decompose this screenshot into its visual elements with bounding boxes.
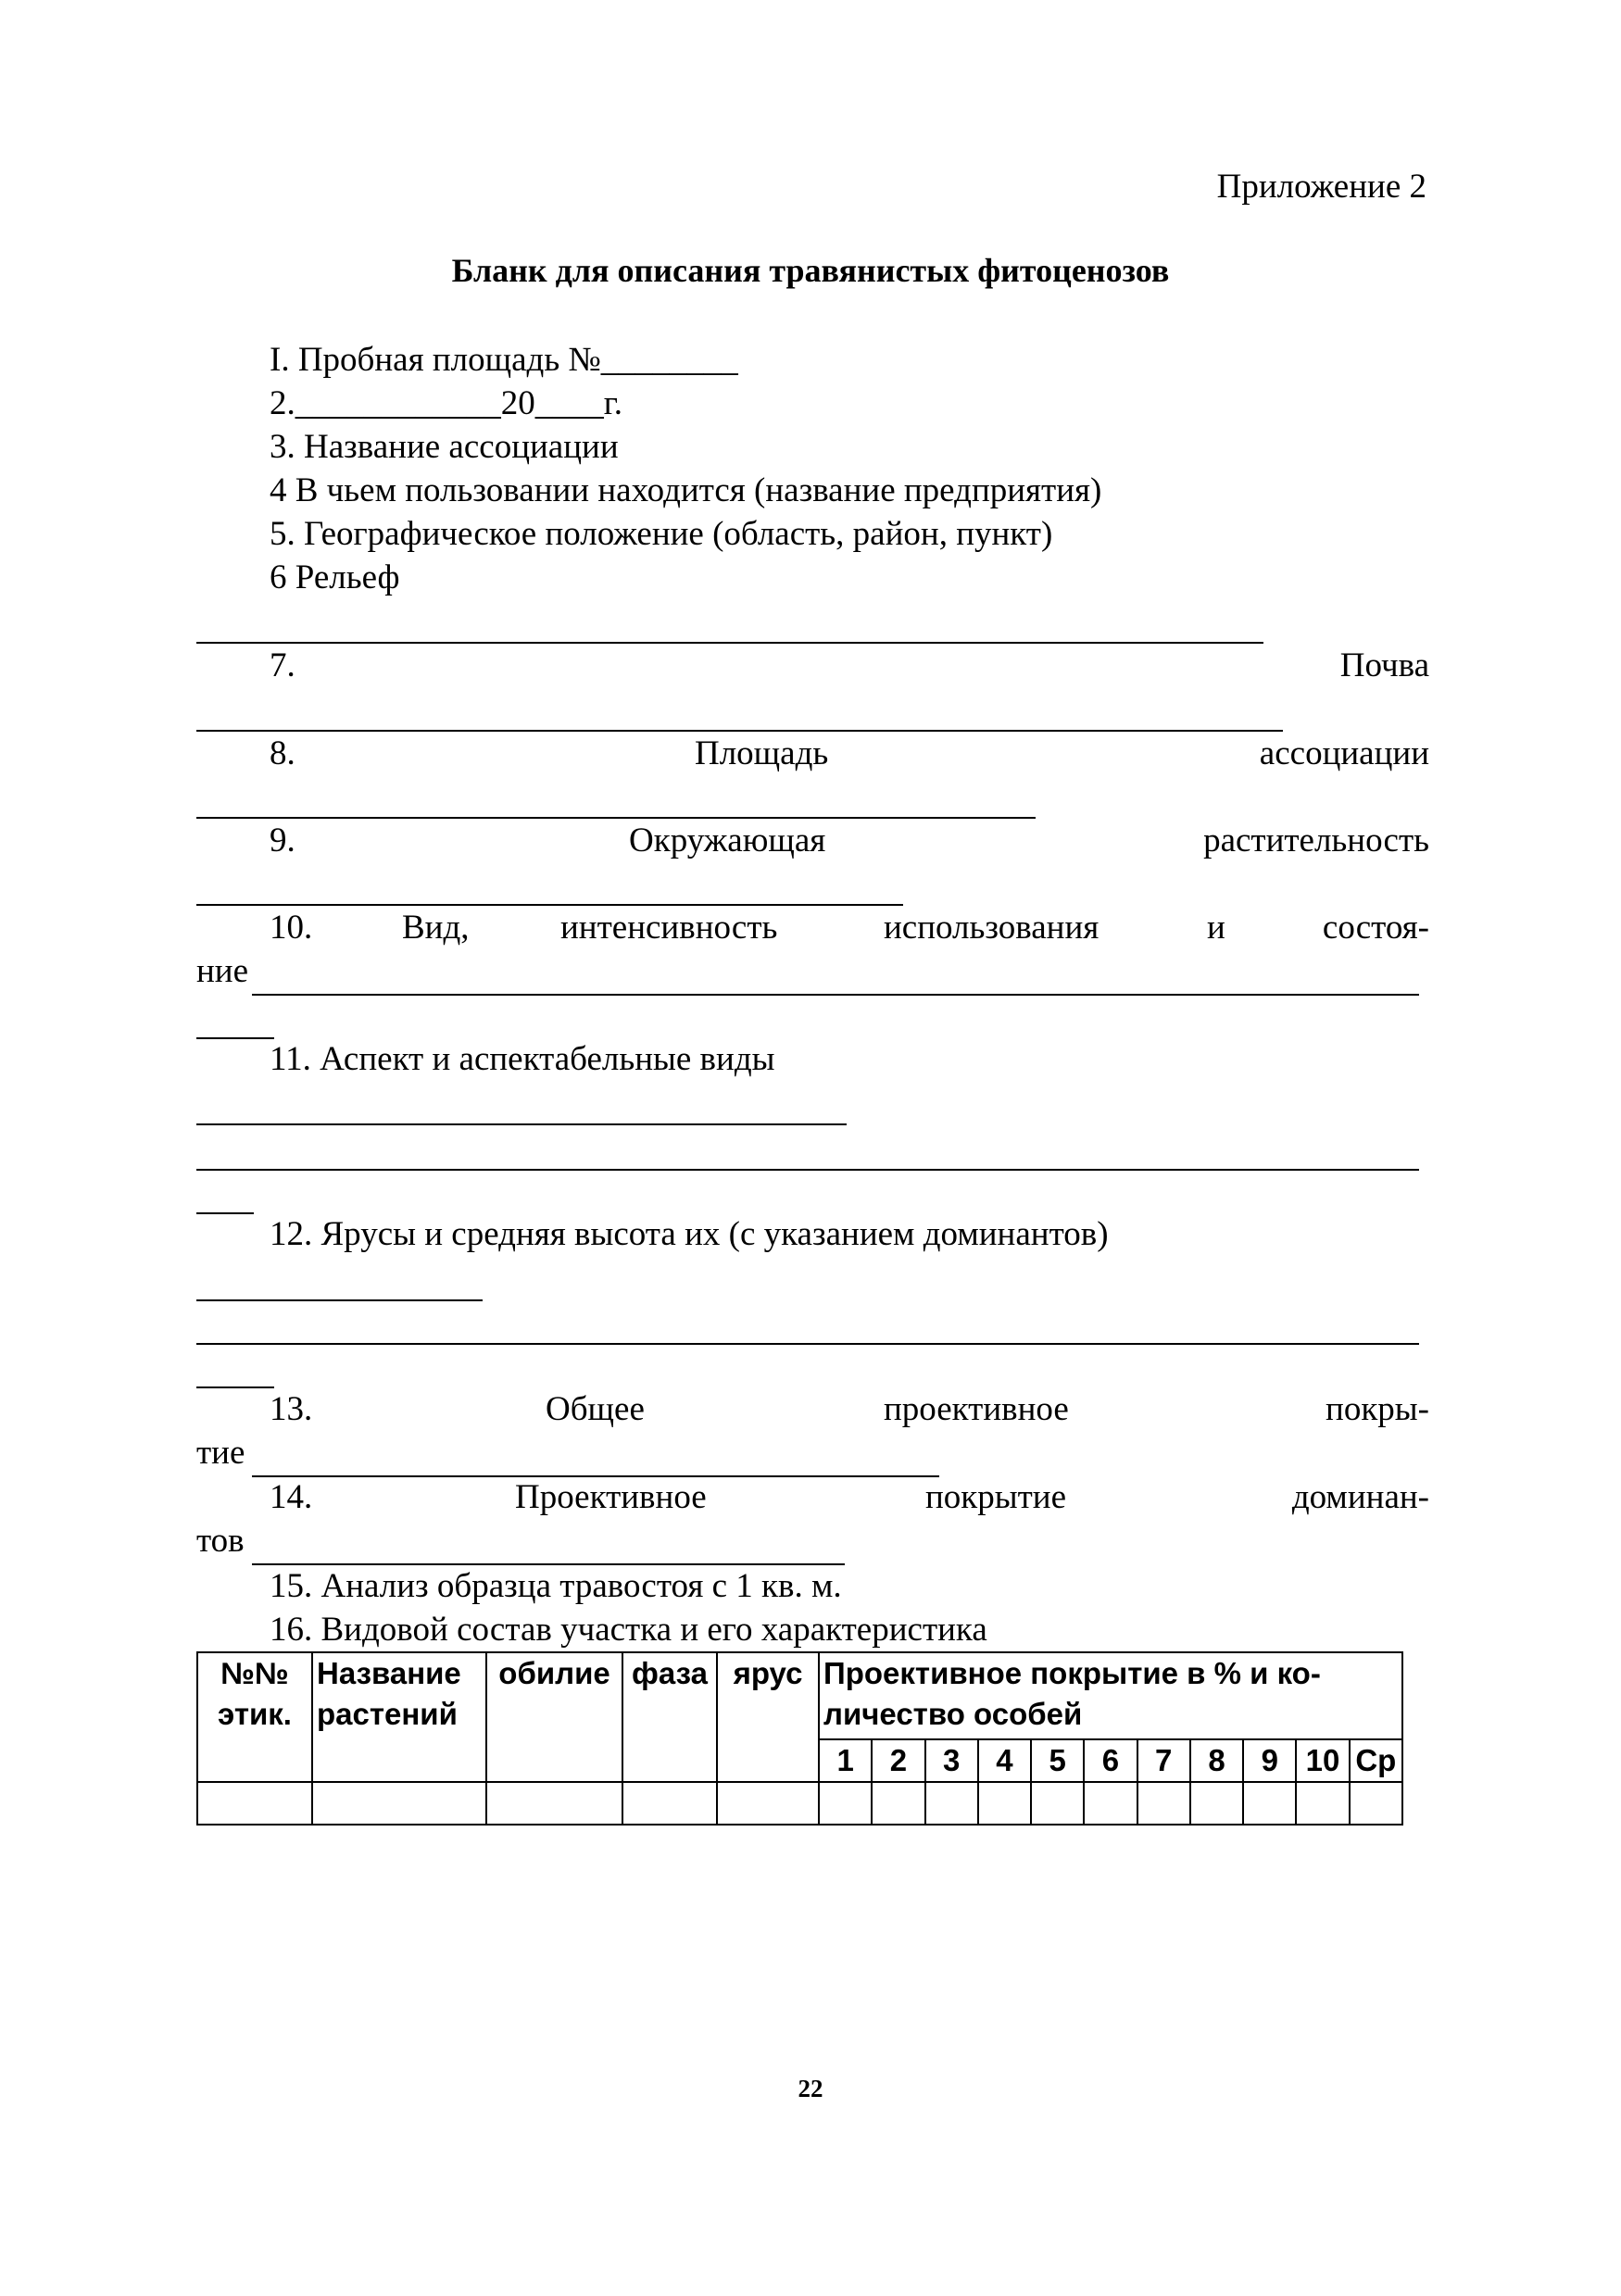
item-10-continuation: ние [196, 952, 249, 990]
item-9-word-vegetation: растительность [1203, 822, 1429, 859]
item-14-continuation: тов [196, 1522, 245, 1560]
table-cell [978, 1782, 1031, 1825]
fill-line [196, 730, 1283, 732]
table-cell [312, 1782, 486, 1825]
item-10-word-type: Вид, [402, 909, 470, 947]
item-10-word-and: и [1207, 909, 1225, 947]
table-cell [1084, 1782, 1137, 1825]
fill-line [252, 1563, 845, 1565]
fill-line [196, 642, 1263, 644]
item-11-aspect: 11. Аспект и аспектабельные виды [270, 1040, 775, 1078]
item-10-word-usage: использования [884, 909, 1100, 947]
fill-line [196, 1169, 1419, 1171]
subheader-1: 1 [819, 1739, 872, 1782]
item-4-ownership: 4 В чьем пользовании находится (название предприятия) [270, 471, 1102, 509]
item-13-word-projective: проективное [884, 1390, 1069, 1428]
table-cell [1296, 1782, 1349, 1825]
fill-line [196, 817, 1036, 819]
item-8-number: 8. [270, 734, 295, 772]
fill-line [196, 1343, 1419, 1345]
subheader-9: 9 [1243, 1739, 1296, 1782]
item-14-number: 14. [270, 1478, 313, 1516]
subheader-7: 7 [1137, 1739, 1190, 1782]
subheader-4: 4 [978, 1739, 1031, 1782]
subheader-10: 10 [1296, 1739, 1349, 1782]
header-number-label: №№ этик. [197, 1652, 312, 1782]
table-cell [1243, 1782, 1296, 1825]
subheader-8: 8 [1190, 1739, 1243, 1782]
fill-line [196, 1299, 483, 1301]
item-9-number: 9. [270, 822, 295, 859]
item-6-relief: 6 Рельеф [270, 558, 400, 596]
fill-line [196, 1386, 274, 1388]
species-table [196, 1651, 1403, 1826]
item-3-association: 3. Название ассоциации [270, 428, 619, 466]
header-abundance: обилие [486, 1652, 622, 1782]
table-cell [486, 1782, 622, 1825]
item-7-number: 7. [270, 646, 295, 684]
item-14-word-cover: покрытие [925, 1478, 1067, 1516]
table-cell [1031, 1782, 1084, 1825]
header-plant-name: Название растений [312, 1652, 486, 1782]
header-phase: фаза [622, 1652, 717, 1782]
fill-line [196, 904, 903, 906]
page-number: 22 [798, 2075, 823, 2102]
item-10-word-intensity: интенсивность [560, 909, 778, 947]
item-15-sample: 15. Анализ образца травостоя с 1 кв. м. [270, 1567, 842, 1605]
table-row [197, 1782, 1402, 1825]
item-12-tiers: 12. Ярусы и средняя высота их (с указанием доминантов) [270, 1215, 1109, 1253]
table-cell [925, 1782, 978, 1825]
item-13-number: 13. [270, 1390, 313, 1428]
subheader-average: Ср [1350, 1739, 1402, 1782]
table-cell [819, 1782, 872, 1825]
item-14-word-dominants: доминан- [1291, 1478, 1429, 1516]
table-cell [1350, 1782, 1402, 1825]
item-7-soil: Почва [1339, 646, 1429, 684]
item-1-plot-number: I. Пробная площадь №________ [270, 341, 738, 379]
form-title: Бланк для описания травянистых фитоценозов [451, 252, 1170, 289]
table-cell [872, 1782, 924, 1825]
item-13-word-cover: покры- [1326, 1390, 1429, 1428]
subheader-2: 2 [872, 1739, 924, 1782]
fill-line [196, 1212, 254, 1214]
subheader-6: 6 [1084, 1739, 1137, 1782]
header-tier: ярус [717, 1652, 819, 1782]
table-cell [717, 1782, 819, 1825]
table-cell [1137, 1782, 1190, 1825]
appendix-label: Приложение 2 [1216, 168, 1426, 206]
item-10-word-state: состоя- [1322, 909, 1429, 947]
item-10-number: 10. [270, 909, 313, 947]
subheader-5: 5 [1031, 1739, 1084, 1782]
item-5-location: 5. Географическое положение (область, район, пункт) [270, 515, 1053, 553]
header-projective-cover: Проективное покрытие в % и ко-личество особей [819, 1652, 1402, 1739]
fill-line [196, 1123, 847, 1125]
table-cell [1190, 1782, 1243, 1825]
item-8-word-area: Площадь [695, 734, 829, 772]
item-14-word-projective: Проективное [515, 1478, 707, 1516]
item-9-word-surrounding: Окружающая [629, 822, 826, 859]
item-2-date: 2.____________20____г. [270, 384, 623, 422]
table-cell [622, 1782, 717, 1825]
subheader-3: 3 [925, 1739, 978, 1782]
table-cell [197, 1782, 312, 1825]
item-8-word-association: ассоциации [1259, 734, 1429, 772]
item-13-continuation: тие [196, 1434, 245, 1472]
fill-line [196, 1037, 274, 1039]
item-16-species: 16. Видовой состав участка и его характеристика [270, 1611, 987, 1649]
fill-line [252, 994, 1419, 996]
item-13-word-total: Общее [546, 1390, 645, 1428]
